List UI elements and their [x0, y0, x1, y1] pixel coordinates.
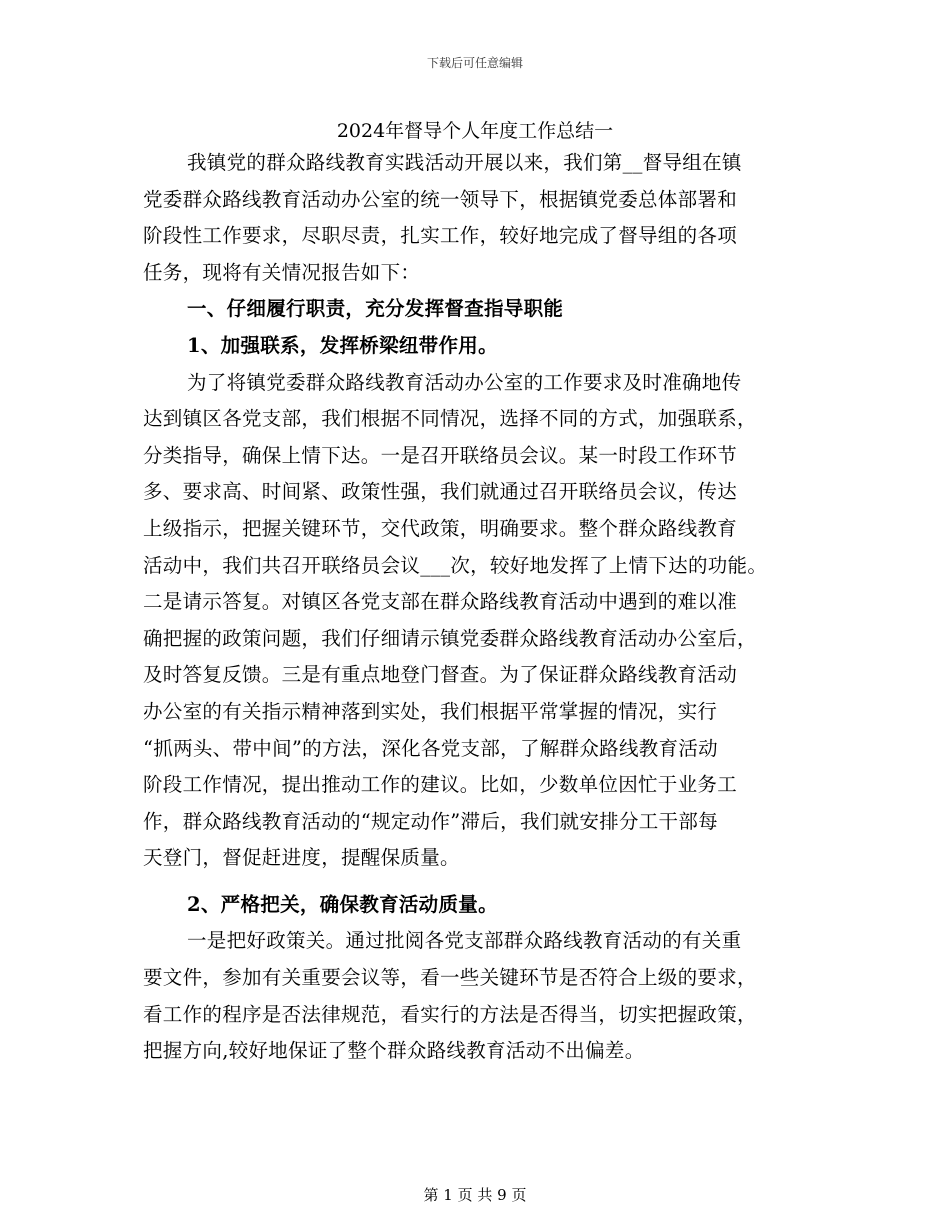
- document-title: 2024年督导个人年度工作总结一: [336, 120, 614, 142]
- paragraph-line: 任务，现将有关情况报告如下：: [143, 260, 421, 284]
- paragraph-line: 活动中，我们共召开联络员会议___次，较好地发挥了上情下达的功能。: [143, 553, 768, 577]
- paragraph-line: 确把握的政策问题，我们仔细请示镇党委群众路线教育活动办公室后，: [143, 626, 757, 650]
- paragraph-line: 办公室的有关指示精神落到实处，我们根据平常掌握的情况，实行: [143, 699, 718, 723]
- paragraph-line: 作，群众路线教育活动的“规定动作”滞后，我们就安排分工干部每: [143, 809, 718, 833]
- section-heading: 一、仔细履行职责，充分发挥督查指导职能: [187, 297, 564, 321]
- paragraph-line: 为了将镇党委群众路线教育活动办公室的工作要求及时准确地传: [187, 370, 742, 394]
- paragraph-line: 达到镇区各党支部，我们根据不同情况，选择不同的方式，加强联系，: [143, 407, 757, 431]
- paragraph-line: 要文件，参加有关重要会议等，看一些关键环节是否符合上级的要求，: [143, 966, 757, 990]
- paragraph-line: 一是把好政策关。通过批阅各党支部群众路线教育活动的有关重: [187, 929, 742, 953]
- paragraph-line: 二是请示答复。对镇区各党支部在群众路线教育活动中遇到的难以准: [143, 590, 738, 614]
- paragraph-line: “抓两头、带中间”的方法，深化各党支部，了解群众路线教育活动: [143, 736, 718, 760]
- page-footer: 第 1 页 共 9 页: [423, 1186, 527, 1204]
- paragraph-line: 及时答复反馈。三是有重点地登门督查。为了保证群众路线教育活动: [143, 663, 738, 687]
- paragraph-gap: [143, 877, 823, 887]
- paragraph-line: 上级指示，把握关键环节，交代政策，明确要求。整个群众路线教育: [143, 516, 738, 540]
- paragraph-line: 阶段工作情况，提出推动工作的建议。比如，少数单位因忙于业务工: [143, 773, 738, 797]
- subsection-heading: 2、严格把关，确保教育活动质量。: [187, 892, 498, 916]
- paragraph-line: 把握方向,较好地保证了整个群众路线教育活动不出偏差。: [143, 1039, 645, 1063]
- paragraph-line: 分类指导，确保上情下达。一是召开联络员会议。某一时段工作环节: [143, 443, 738, 467]
- paragraph-line: 多、要求高、时间紧、政策性强，我们就通过召开联络员会议，传达: [143, 480, 738, 504]
- document-body: [143, 145, 823, 1070]
- header-note: 下载后可任意编辑: [426, 56, 523, 70]
- paragraph-line: 看工作的程序是否法律规范，看实行的方法是否得当，切实把握政策，: [143, 1002, 757, 1026]
- paragraph-line: 阶段性工作要求，尽职尽责，扎实工作，较好地完成了督导组的各项: [143, 224, 738, 248]
- paragraph-line: 天登门，督促赶进度，提醒保质量。: [143, 846, 460, 870]
- paragraph-line: 我镇党的群众路线教育实践活动开展以来，我们第__督导组在镇: [187, 151, 742, 174]
- paragraph-line: 党委群众路线教育活动办公室的统一领导下，根据镇党委总体部署和: [143, 187, 738, 211]
- subsection-heading: 1、加强联系，发挥桥梁纽带作用。: [187, 333, 498, 357]
